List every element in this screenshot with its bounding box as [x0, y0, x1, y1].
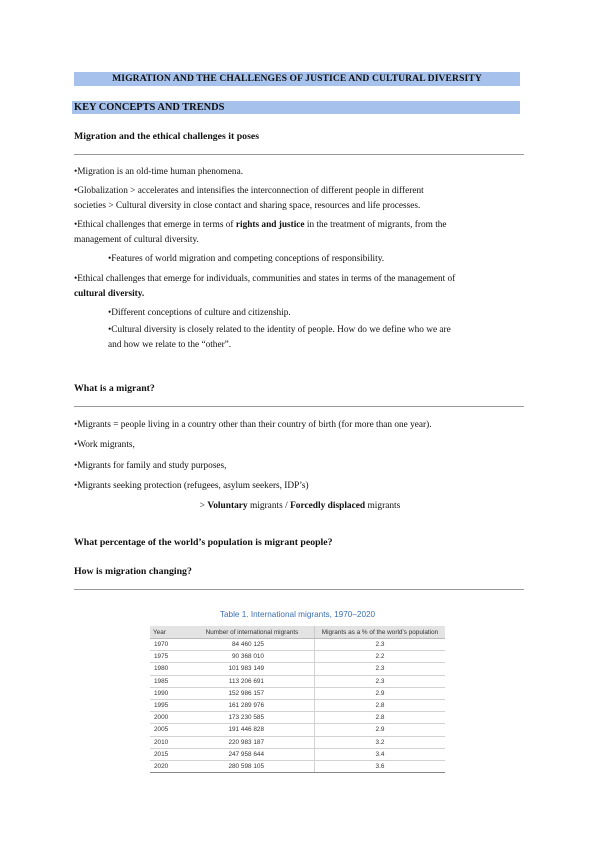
divider [74, 406, 524, 407]
subbullet-culture-citizenship: •Different conceptions of culture and citizenship. [108, 308, 291, 318]
divider [74, 589, 524, 590]
bullet-globalization-line2: societies > Cultural diversity in close contact and sharing space, resources and life processes. [74, 201, 421, 211]
cell-percent: 3.6 [315, 760, 446, 772]
cell-percent: 2.9 [315, 724, 446, 736]
cell-number: 101 983 149 [190, 663, 315, 675]
cell-percent: 2.3 [315, 663, 446, 675]
cell-percent: 2.8 [315, 699, 446, 711]
bullet-globalization-line1: •Globalization > accelerates and intensifies the interconnection of different people in different [74, 186, 424, 196]
subbullet-identity-line2: and how we relate to the “other”. [108, 340, 232, 350]
cell-year: 1995 [150, 699, 190, 711]
bullet-cultural-diversity-line1: •Ethical challenges that emerge for individuals, communities and states in terms of the management of [74, 274, 456, 284]
cell-percent: 2.8 [315, 712, 446, 724]
bullet-migration-old: •Migration is an old-time human phenomena. [74, 167, 244, 177]
divider [74, 154, 524, 155]
cell-year: 2000 [150, 712, 190, 724]
subbullet-world-migration: •Features of world migration and competing conceptions of responsibility. [108, 254, 385, 264]
cell-year: 2010 [150, 736, 190, 748]
bullet-rights-justice-line2: management of cultural diversity. [74, 235, 199, 245]
table-row [150, 663, 445, 675]
table-row [150, 712, 445, 724]
cell-year: 2020 [150, 760, 190, 772]
cell-number: 152 986 157 [190, 687, 315, 699]
cell-year: 1970 [150, 639, 190, 651]
cell-percent: 2.3 [315, 675, 446, 687]
migrants-table [150, 626, 445, 773]
cell-number: 84 460 125 [190, 639, 315, 651]
bullet-cultural-diversity-line2: cultural diversity. [74, 289, 145, 299]
cell-percent: 2.9 [315, 687, 446, 699]
cell-number: 280 598 105 [190, 760, 315, 772]
table-title: Table 1. International migrants, 1970–2020 [219, 610, 376, 619]
table-row [150, 699, 445, 711]
header-year: Year [150, 626, 190, 639]
cell-year: 1980 [150, 663, 190, 675]
table-row [150, 687, 445, 699]
bullet-migrants-definition: •Migrants = people living in a country other than their country of birth (for more than one year). [74, 420, 432, 430]
subheading-what-is-migrant: What is a migrant? [74, 383, 155, 394]
voluntary-vs-forced-line: > Voluntary migrants / Forcedly displaced migrants [199, 501, 401, 511]
cell-number: 191 446 828 [190, 724, 315, 736]
header-percent: Migrants as a % of the world’s population [315, 626, 446, 639]
cell-number: 220 983 187 [190, 736, 315, 748]
table-header-row [150, 626, 445, 639]
table-row [150, 736, 445, 748]
cell-year: 1990 [150, 687, 190, 699]
question-migration-changing: How is migration changing? [74, 566, 192, 577]
header-number: Number of international migrants [190, 626, 315, 639]
cell-number: 173 230 585 [190, 712, 315, 724]
bullet-family-study: •Migrants for family and study purposes, [74, 461, 227, 471]
table-row [150, 760, 445, 772]
document-title: MIGRATION AND THE CHALLENGES OF JUSTICE AND CULTURAL DIVERSITY [74, 72, 520, 86]
bullet-work-migrants: •Work migrants, [74, 440, 135, 450]
table-row [150, 651, 445, 663]
table-row [150, 675, 445, 687]
table-row [150, 724, 445, 736]
subbullet-identity-line1: •Cultural diversity is closely related to the identity of people. How do we define who we are [108, 325, 451, 335]
cell-year: 2005 [150, 724, 190, 736]
section-heading: KEY CONCEPTS AND TRENDS [72, 101, 520, 114]
cell-year: 2015 [150, 748, 190, 760]
cell-percent: 2.2 [315, 651, 446, 663]
cell-number: 113 206 691 [190, 675, 315, 687]
table-row [150, 748, 445, 760]
cell-year: 1985 [150, 675, 190, 687]
cell-number: 161 289 976 [190, 699, 315, 711]
question-percentage-migrants: What percentage of the world’s population is migrant people? [74, 537, 333, 548]
cell-year: 1975 [150, 651, 190, 663]
bullet-rights-justice-line1: •Ethical challenges that emerge in terms of rights and justice in the treatment of migrants, from the [74, 220, 447, 230]
subheading-ethical-challenges: Migration and the ethical challenges it poses [74, 131, 260, 142]
bullet-seeking-protection: •Migrants seeking protection (refugees, asylum seekers, IDP’s) [74, 481, 309, 491]
cell-number: 247 958 644 [190, 748, 315, 760]
cell-percent: 3.4 [315, 748, 446, 760]
table-row [150, 639, 445, 651]
cell-percent: 3.2 [315, 736, 446, 748]
cell-percent: 2.3 [315, 639, 446, 651]
cell-number: 90 368 010 [190, 651, 315, 663]
